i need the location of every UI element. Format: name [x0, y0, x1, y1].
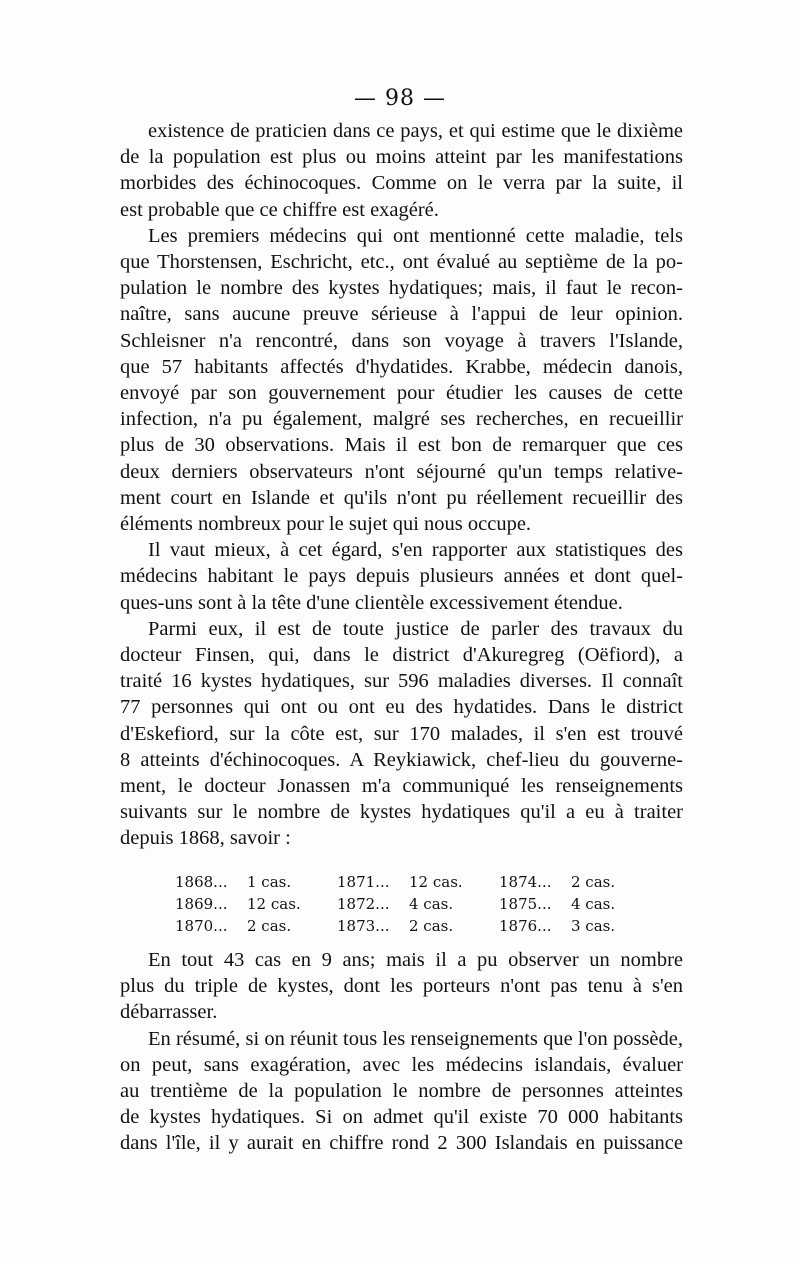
text-line: est probable que ce chiffre est exagéré.	[120, 198, 439, 221]
text-line: docteur Finsen, qui, dans le district d'Akuregreg (Oëfiord), a	[120, 644, 683, 667]
statistics-year: 1872...	[337, 895, 390, 913]
text-line: envoyé par son gouvernement pour étudier les causes de cette	[120, 382, 683, 405]
statistics-cell	[175, 871, 337, 893]
statistics-row	[175, 893, 661, 915]
statistics-cases: 2 cas.	[247, 917, 292, 935]
paragraph	[120, 223, 683, 537]
statistics-cases: 2 cas.	[571, 873, 616, 891]
text-line: que Thorstensen, Eschricht, etc., ont évalué au septième de la po-	[120, 251, 683, 274]
statistics-cases: 12 cas.	[247, 895, 301, 913]
text-line: on peut, sans exagération, avec les médecins islandais, évaluer	[120, 1053, 683, 1076]
statistics-year: 1868...	[175, 873, 228, 891]
text-line: ques-uns sont à la tête d'une clientèle excessivement étendue.	[120, 591, 623, 614]
text-line: Parmi eux, il est de toute justice de parler des travaux du	[148, 617, 683, 640]
statistics-cases: 1 cas.	[247, 873, 292, 891]
paragraph	[120, 616, 683, 852]
text-line: existence de praticien dans ce pays, et qui estime que le dixième	[148, 120, 683, 142]
text-line: de kystes hydatiques. Si on admet qu'il existe 70 000 habitants	[120, 1106, 683, 1129]
statistics-cell	[499, 871, 661, 893]
statistics-cell	[175, 915, 337, 937]
statistics-year: 1871...	[337, 873, 390, 891]
statistics-cell	[499, 915, 661, 937]
text-line: plus de 30 observations. Mais il est bon de remarquer que ces	[120, 434, 683, 457]
text-line: Schleisner n'a rencontré, dans son voyage à travers l'Islande,	[120, 329, 683, 352]
statistics-cases: 2 cas.	[409, 917, 454, 935]
text-line: de la population est plus ou moins atteint par les manifestations	[120, 146, 683, 169]
statistics-cases: 3 cas.	[571, 917, 616, 935]
text-line: au trentième de la population le nombre de personnes atteintes	[120, 1080, 683, 1103]
text-line: éléments nombreux pour le sujet qui nous occupe.	[120, 513, 532, 536]
text-line: que 57 habitants affectés d'hydatides. Krabbe, médecin danois,	[120, 355, 683, 378]
text-line: d'Eskefiord, sur la côte est, sur 170 malades, il s'en est trouvé	[120, 722, 683, 745]
statistics-cases: 12 cas.	[409, 873, 463, 891]
text-line: deux derniers observateurs n'ont séjourné qu'un temps relative-	[120, 460, 683, 483]
text-line: morbides des échinocoques. Comme on le verra par la suite, il	[120, 172, 683, 195]
statistics-row	[175, 871, 661, 893]
text-line: suivants sur le nombre de kystes hydatiques qu'il a eu à traiter	[120, 801, 683, 824]
statistics-year: 1875...	[499, 895, 552, 913]
statistics-cell	[337, 893, 499, 915]
text-line: 77 personnes qui ont ou ont eu des hydatides. Dans le district	[120, 696, 683, 719]
text-line: plus du triple de kystes, dont les porteurs n'ont pas tenu à s'en	[120, 975, 683, 998]
statistics-year: 1874...	[499, 873, 552, 891]
statistics-year: 1870...	[175, 917, 228, 935]
paragraph	[120, 537, 683, 616]
text-line: infection, n'a pu également, malgré ses recherches, en recueillir	[120, 408, 683, 431]
text-line: 8 atteints d'échinocoques. A Reykiawick, chef-lieu du gouverne-	[120, 748, 683, 771]
statistics-cell	[499, 893, 661, 915]
text-line: depuis 1868, savoir :	[120, 827, 291, 850]
statistics-cases: 4 cas.	[409, 895, 454, 913]
text-line: traité 16 kystes hydatiques, sur 596 maladies diverses. Il connaît	[120, 670, 683, 693]
text-line: ment, le docteur Jonassen m'a communiqué les renseignements	[120, 775, 683, 798]
statistics-table	[175, 871, 661, 937]
statistics-cell	[337, 871, 499, 893]
text-line: En résumé, si on réunit tous les renseignements que l'on possède,	[148, 1027, 683, 1050]
statistics-year: 1873...	[337, 917, 390, 935]
statistics-year: 1876...	[499, 917, 552, 935]
text-line: Il vaut mieux, à cet égard, s'en rapporter aux statistiques des	[148, 539, 683, 562]
text-line: médecins habitant le pays depuis plusieurs années et dont quel-	[120, 565, 683, 588]
body-text-upper	[120, 118, 683, 852]
paragraph	[120, 118, 683, 223]
text-line: pulation le nombre des kystes hydatiques; mais, il faut le recon-	[120, 277, 683, 300]
text-line: Les premiers médecins qui ont mentionné cette maladie, tels	[148, 224, 683, 247]
text-line: dans l'île, il y aurait en chiffre rond 2 300 Islandais en puissance	[120, 1132, 683, 1155]
statistics-row	[175, 915, 661, 937]
paragraph	[120, 1026, 683, 1157]
statistics-cell	[175, 893, 337, 915]
text-line: ment court en Islande et qu'ils n'ont pu réellement recueillir des	[120, 486, 683, 509]
text-line: En tout 43 cas en 9 ans; mais il a pu observer un nombre	[148, 949, 683, 971]
statistics-cases: 4 cas.	[571, 895, 616, 913]
paragraph	[120, 947, 683, 1026]
text-line: naître, sans aucune preuve sérieuse à l'appui de leur opinion.	[120, 303, 683, 326]
statistics-cell	[337, 915, 499, 937]
text-line: débarrasser.	[120, 1001, 218, 1024]
page-number: — 98 —	[354, 86, 446, 111]
body-text-lower	[120, 947, 683, 1157]
statistics-year: 1869...	[175, 895, 228, 913]
